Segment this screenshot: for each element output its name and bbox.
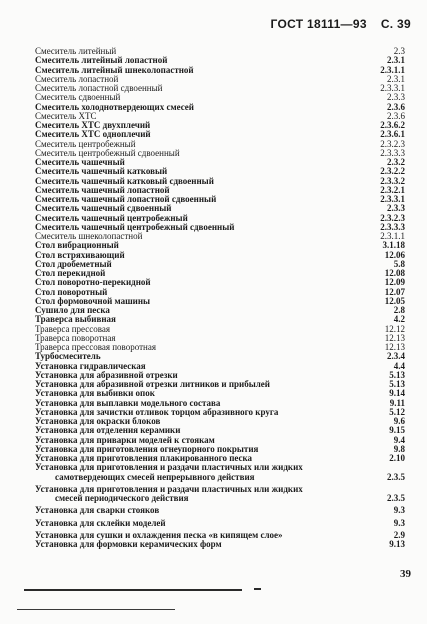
index-clause-number: 12.07 [384,286,405,297]
index-term-line: Смеситель чашечный [35,158,125,167]
index-term [35,149,374,158]
index-entry [35,93,405,102]
index-term [35,315,388,324]
index-entry [35,506,405,515]
index-term [35,232,374,241]
index-clause-number: 4.2 [393,314,405,325]
index-term [35,56,381,65]
index-term [35,112,381,121]
index-term [35,519,388,528]
index-clause-number: 2.3.1 [387,55,405,66]
index-clause-number: 2.3.5 [387,471,405,482]
index-term [35,140,374,149]
index-term [35,306,388,315]
index-term [35,278,379,287]
index-entry [35,463,405,482]
index-term-line: Установка для приготовления и раздачи пластичных или жидких [35,462,303,473]
index-term [35,408,383,417]
page-header [271,17,412,31]
index-entry [35,436,405,445]
index-entry [35,214,405,223]
index-term [35,103,381,112]
index-clause-number: 2.3.2.3 [380,212,405,223]
index-entry [35,251,405,260]
index-clause-number: 5.13 [389,369,405,380]
footer-rule-lower [17,609,175,610]
index-clause-number: 2.3.5 [387,493,405,503]
index-term-line: Установка для отделения керамики [35,426,181,436]
index-term-line: Установка для приготовления огнеупорного покрытия [35,444,259,454]
index-term [35,463,381,482]
index-entry [35,47,405,56]
index-clause-number: 2.3.2.2 [380,166,405,177]
index-clause-number: 2.3.4 [387,351,405,362]
index-term [35,506,388,515]
index-term-line: Установка для склейки моделей [35,518,166,528]
index-entry [35,445,405,454]
index-term-line: Смеситель лопастной [35,74,119,84]
index-term-line: Смеситель литейный лопастной [35,56,168,66]
index-clause-number: 3.1.18 [382,240,405,251]
index-term-line: Смеситель чашечный лопастной сдвоенный [35,195,217,204]
index-clause-number: 9.6 [393,416,405,426]
index-term-line: Стол поворотно-перекидной [35,278,151,288]
index-term [35,223,374,232]
index-entry [35,103,405,112]
index-term-line: Стол формовочной машины [35,296,151,306]
index-entry [35,288,405,297]
index-clause-number: 9.4 [393,434,405,445]
index-term [35,371,383,380]
index-clause-number: 2.3.3.1 [380,194,405,204]
index-term-line: Смеситель центробежный [35,139,136,149]
index-clause-number: 2.3.6.1 [380,129,405,140]
index-term [35,75,381,84]
index-clause-number: 9.11 [389,397,405,408]
index-term [35,93,381,102]
index-clause-number: 2.3.3 [387,92,405,103]
index-clause-number: 5.12 [389,406,405,417]
index-entry [35,204,405,213]
index-clause-number: 2.10 [389,453,405,463]
index-term-line: Смеситель ХТС двухплечий [35,121,151,130]
index-clause-number: 12.13 [384,342,405,352]
index-term-line: Стол дробеметный [35,259,112,269]
index-term-line: Установка для приготовления и раздачи пластичных или жидких [35,483,303,494]
index-term [35,352,381,361]
index-term-line: Смеситель чашечный центробежный [35,213,188,223]
index-term-line: Траверса прессовая [35,324,110,334]
index-term [35,399,384,408]
index-term-line: Установка для приварки моделей к стоякам [35,435,215,445]
index-clause-number: 2.9 [393,529,405,540]
index-term-line: Стол встряхивающий [35,250,125,260]
index-clause-number: 9.15 [389,425,405,436]
index-term-line: Смеситель чашечный катковый [35,167,168,177]
index-clause-number: 5.8 [393,258,405,269]
index-entry [35,519,405,528]
index-term-line: Смеситель центробежный сдвоенный [35,148,180,158]
index-clause-number: 12.08 [384,268,405,278]
index-entry [35,531,405,540]
index-term [35,167,374,176]
index-clause-number: 2.3.1.1 [380,64,405,75]
index-entry [35,408,405,417]
index-term-line: Стол вибрационный [35,241,119,251]
index-clause-number: 2.3.3.1 [380,83,405,93]
index-term-line: Установка для приготовления плакированного песка [35,454,253,463]
index-entry [35,399,405,408]
index-clause-number: 2.3 [393,46,405,56]
footer-rule-mark [254,588,261,590]
index-term-line: Смеситель шнеколопастной [35,232,143,241]
index-entry [35,195,405,204]
index-entry [35,297,405,306]
index-term [35,485,381,504]
index-term [35,334,379,343]
index-term [35,531,388,540]
index-term-line: Смеситель чашечный сдвоенный [35,204,172,214]
index-term-line: Установка для абразивной отрезки литников и прибылей [35,380,270,389]
header-page-number: С. 39 [380,17,411,31]
index-clause-number: 2.3.2 [387,157,405,167]
index-term-line: Смеситель лопастной сдвоенный [35,84,163,93]
index-term-line: Установка для зачистки отливок торцом абразивного круга [35,407,279,417]
term-index-list [35,47,405,549]
index-term-line: Установка для абразивной отрезки [35,370,178,380]
index-term [35,195,374,204]
index-entry [35,232,405,241]
index-term-continuation: смесей периодического действия [55,493,189,503]
index-term-line: Смеситель чашечный катковый сдвоенный [35,176,214,186]
footer-page-number: 39 [400,568,411,580]
index-term-line: Установка для сушки и охлаждения песка «в кипящем слое» [35,530,283,540]
index-entry [35,167,405,176]
index-entry [35,130,405,139]
index-term-line: Траверса прессовая поворотная [35,343,156,352]
index-term-line: Смеситель чашечный лопастной [35,185,170,195]
index-term [35,214,374,223]
index-entry [35,75,405,84]
index-clause-number: 2.3.3.2 [380,175,405,186]
index-term-line: Стол поворотный [35,287,108,297]
index-entry [35,343,405,352]
index-term-line: Турбосмеситель [35,352,101,362]
index-clause-number: 2.3.1 [387,73,405,84]
index-entry [35,149,405,158]
index-term-line: Установка для сварки стояков [35,506,160,516]
index-entry [35,352,405,361]
index-term [35,84,374,93]
index-term-line: Траверса выбивная [35,315,116,325]
index-entry [35,540,405,549]
index-clause-number: 9.13 [389,539,405,549]
index-entry [35,241,405,250]
index-entry [35,315,405,324]
index-clause-number: 2.3.2.3 [380,138,405,149]
index-clause-number: 2.3.6.2 [380,120,405,130]
index-clause-number: 2.3.1.1 [380,231,405,241]
index-clause-number: 2.3.3 [387,203,405,214]
index-entry [35,186,405,195]
index-entry [35,260,405,269]
index-term-line: Смеситель холоднотвердеющих смесей [35,102,194,112]
index-term-line: Установка для окраски блоков [35,417,161,426]
index-term-continuation: самотвердеющих смесей непрерывного действия [55,471,255,482]
index-term [35,204,381,213]
index-term [35,436,388,445]
index-entry [35,269,405,278]
index-clause-number: 2.3.6 [387,101,405,112]
index-term-line: Смеситель ХТС [35,111,97,121]
index-term-line: Установка для выплавки модельного состава [35,398,221,408]
index-clause-number: 12.13 [384,332,405,343]
index-term-line: Смеситель сдвоенный [35,93,121,103]
index-entry [35,140,405,149]
index-term [35,540,383,549]
index-clause-number: 4.4 [393,360,405,371]
index-term [35,288,379,297]
index-term [35,269,379,278]
index-entry [35,278,405,287]
index-clause-number: 9.3 [393,505,405,516]
index-clause-number: 12.06 [384,249,405,260]
index-clause-number: 2.3.3.3 [380,147,405,158]
index-entry [35,371,405,380]
index-entry [35,223,405,232]
index-term [35,380,383,389]
index-term [35,66,374,75]
index-clause-number: 2.3.2.1 [380,184,405,195]
index-term-line: Установка гидравлическая [35,361,146,371]
index-term [35,325,379,334]
index-entry [35,66,405,75]
standard-designation: ГОСТ 18111—93 [270,17,367,31]
index-clause-number: 12.09 [384,277,405,288]
index-entry [35,112,405,121]
index-term [35,417,388,426]
index-term [35,297,379,306]
index-entry [35,325,405,334]
index-term-line: Установка для формовки керамических форм [35,540,222,549]
index-entry [35,485,405,504]
index-term-line: Установка для выбивки опок [35,389,155,399]
index-clause-number: 9.8 [393,443,405,454]
footer-rule [24,589,242,591]
index-term [35,445,388,454]
index-term-line: Стол перекидной [35,269,106,278]
index-entry [35,389,405,398]
index-term [35,343,379,352]
index-clause-number: 12.12 [384,323,405,334]
index-term [35,186,374,195]
index-term-line: Смеситель чашечный центробежный сдвоенный [35,222,235,232]
index-term [35,130,374,139]
index-term [35,47,388,56]
index-entry [35,177,405,186]
index-entry [35,306,405,315]
index-term [35,426,383,435]
index-term [35,241,377,250]
index-clause-number: 12.05 [384,295,405,306]
index-entry [35,158,405,167]
index-term-line: Сушило для песка [35,306,110,315]
index-entry [35,84,405,93]
index-clause-number: 5.13 [389,379,405,389]
index-clause-number: 9.14 [389,388,405,399]
index-term [35,177,374,186]
index-term [35,260,388,269]
index-term-line: Смеситель литейный [35,47,117,56]
index-term [35,251,379,260]
index-entry [35,121,405,130]
index-clause-number: 2.8 [393,305,405,315]
index-entry [35,417,405,426]
index-term [35,121,374,130]
index-term [35,158,381,167]
index-entry [35,380,405,389]
index-entry [35,56,405,65]
index-clause-number: 2.3.3.3 [380,221,405,232]
index-term-line: Траверса поворотная [35,333,116,343]
index-entry [35,362,405,371]
index-term-line: Смеситель ХТС одноплечий [35,130,151,140]
index-term [35,389,383,398]
index-clause-number: 9.3 [393,517,405,528]
index-entry [35,426,405,435]
index-entry [35,334,405,343]
index-term-line: Смеситель литейный шнеколопастной [35,65,194,75]
index-clause-number: 2.3.6 [387,110,405,121]
index-term [35,362,388,371]
